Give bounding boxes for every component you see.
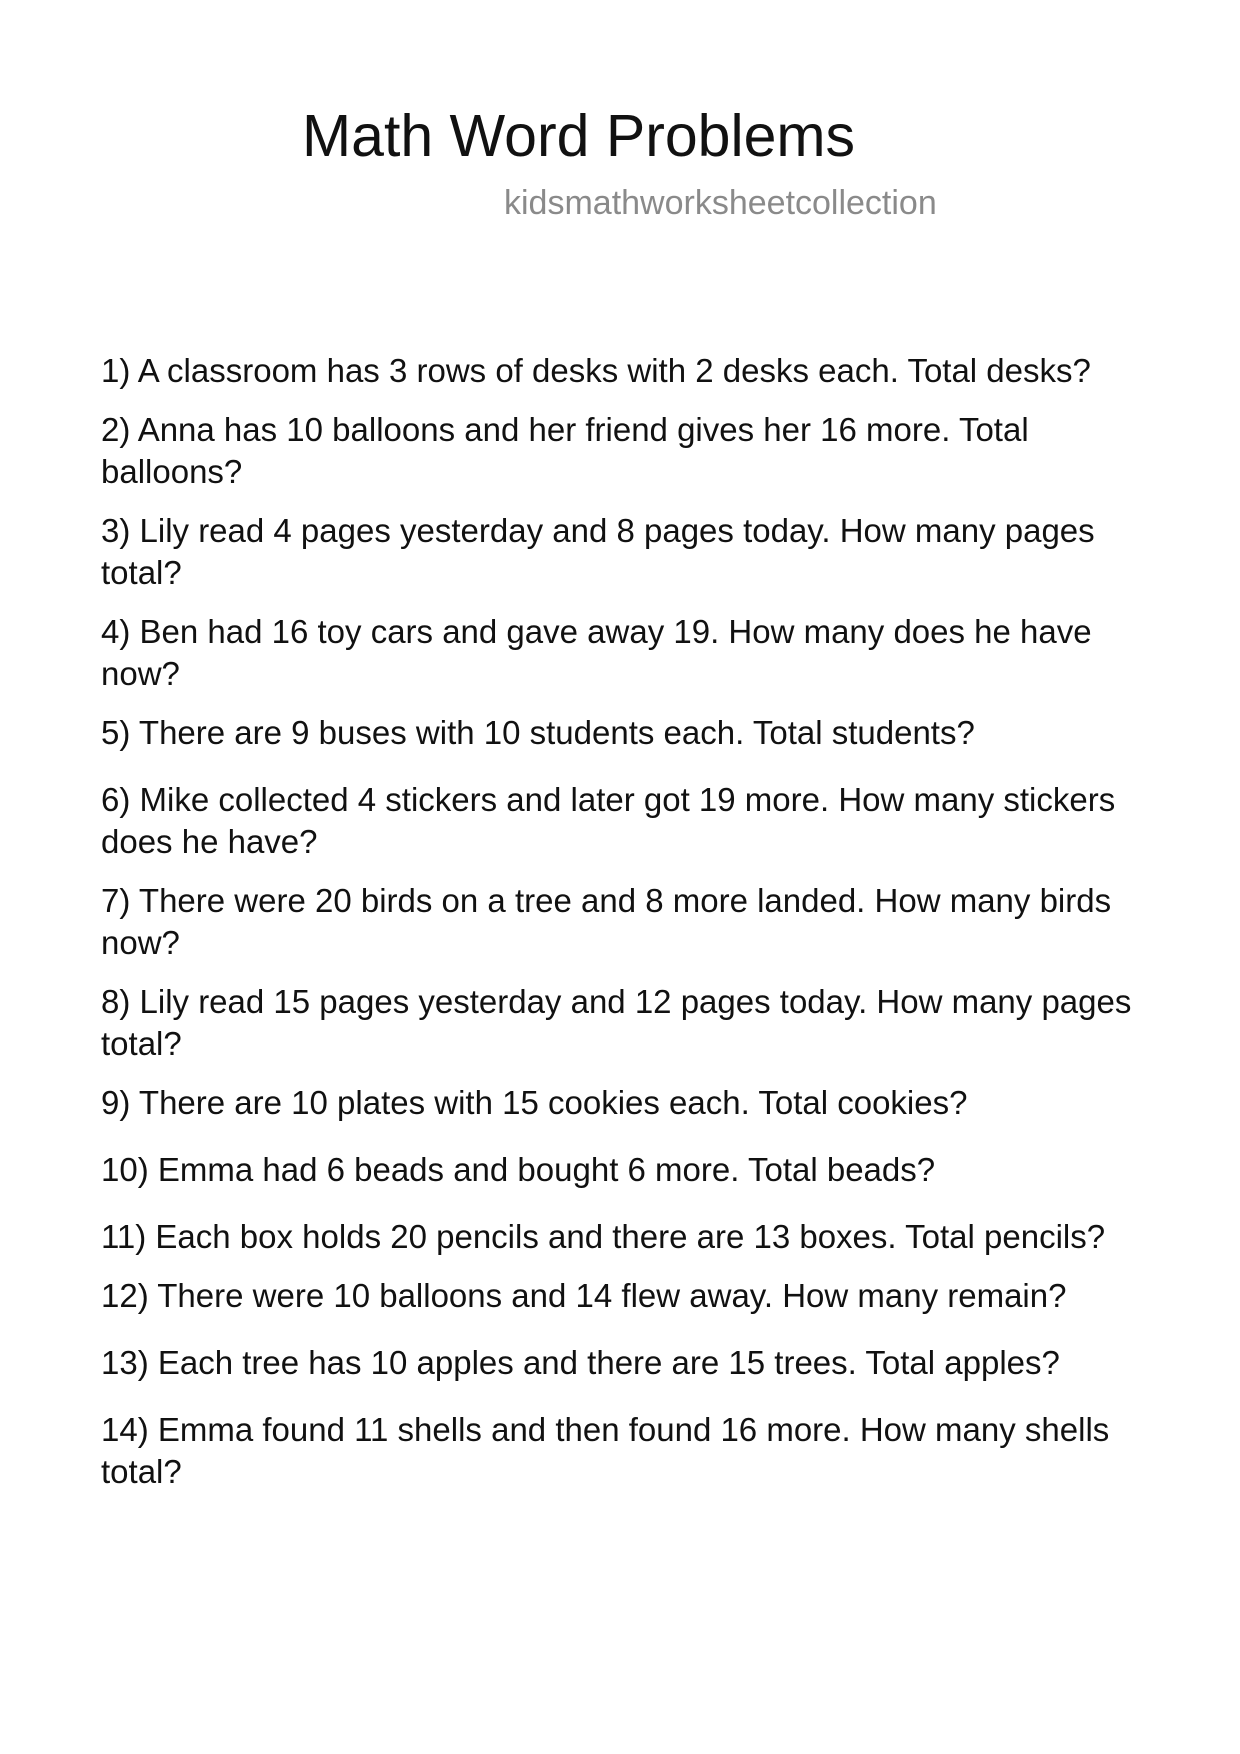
problem-item: 4) Ben had 16 toy cars and gave away 19. How many does he have now? xyxy=(101,613,1092,692)
page-title: Math Word Problems xyxy=(302,103,856,169)
problem-item: 2) Anna has 10 balloons and her friend gives her 16 more. Total balloons? xyxy=(101,411,1029,490)
problem-item: 3) Lily read 4 pages yesterday and 8 pages today. How many pages total? xyxy=(101,512,1095,591)
problem-item: 10) Emma had 6 beads and bought 6 more. Total beads? xyxy=(101,1151,936,1188)
problem-item: 7) There were 20 birds on a tree and 8 more landed. How many birds now? xyxy=(101,882,1112,961)
problem-item: 1) A classroom has 3 rows of desks with 2 desks each. Total desks? xyxy=(101,352,1091,389)
problem-item: 9) There are 10 plates with 15 cookies each. Total cookies? xyxy=(101,1084,968,1121)
problem-item: 14) Emma found 11 shells and then found 16 more. How many shells total? xyxy=(101,1411,1110,1490)
problem-item: 11) Each box holds 20 pencils and there are 13 boxes. Total pencils? xyxy=(101,1218,1106,1255)
problem-item: 12) There were 10 balloons and 14 flew away. How many remain? xyxy=(101,1277,1067,1314)
problem-item: 5) There are 9 buses with 10 students each. Total students? xyxy=(101,714,975,751)
problem-list xyxy=(101,350,1141,1510)
problem-item: 8) Lily read 15 pages yesterday and 12 pages today. How many pages total? xyxy=(101,983,1132,1062)
source-subtitle: kidsmathworksheetcollection xyxy=(504,184,937,222)
problem-item: 13) Each tree has 10 apples and there are 15 trees. Total apples? xyxy=(101,1344,1060,1381)
problem-item: 6) Mike collected 4 stickers and later got 19 more. How many stickers does he have? xyxy=(101,781,1116,860)
